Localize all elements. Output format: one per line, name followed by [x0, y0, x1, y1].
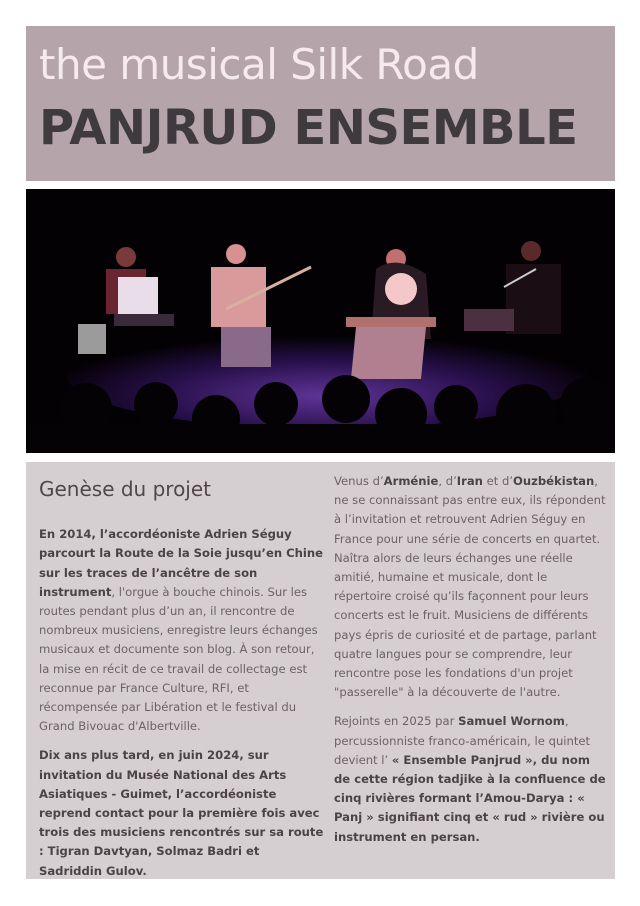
paragraph-2024: Dix ans plus tard, en juin 2024, sur invitation du Musée National des Arts Asiatiques - Guimet, l’accordéoniste reprend contact pour la première fois avec trois des musiciens rencontrés sur sa route : Tigran Davtyan, Solmaz Badri et Sadriddin Gulov. — [39, 748, 324, 878]
header-banner — [26, 26, 615, 181]
musician-name: Samuel Wornom — [458, 714, 565, 729]
page-title: PANJRUD ENSEMBLE — [39, 100, 578, 156]
country-uzbekistan: Ouzbékistan — [513, 474, 595, 488]
left-column — [39, 462, 324, 891]
country-iran: Iran — [456, 474, 483, 488]
subtitle: the musical Silk Road — [39, 40, 479, 89]
paragraph-2025 — [334, 712, 606, 846]
text-fragment: , ne se connaissant pas entre eux, ils répondent à l’invitation et retrouvent Adrien Séguy en France pour une série de concerts en quartet. Naîtra alors de leurs échanges une réelle amitié, humaine et musicale, dont le répertoire croisé qu’ils façonnent pour leurs concerts est le fruit. Musiciens de différents pays épris de curiosité et de partage, parlant quatre langues pour se comprendre, leur rencontre pose les fondations d'un projet "passerelle" à la découverte de l'autre. — [334, 474, 606, 700]
text-fragment: , percussionniste franco-américain, le quintet devient l’ — [334, 714, 591, 767]
paragraph-2014 — [39, 525, 324, 736]
paragraph-2014-bold: En 2014, l’accordéoniste Adrien Séguy parcourt la Route de la Soie jusqu’en Chine sur les traces de l’ancêtre de son instrument — [39, 527, 323, 599]
concert-photo — [26, 189, 615, 453]
paragraph-origins — [334, 472, 606, 702]
country-armenia: Arménie — [383, 474, 439, 488]
concert-photo-illustration — [26, 189, 615, 453]
text-fragment: Rejoints en 2025 par — [334, 714, 459, 729]
text-fragment: Venus d’ — [334, 474, 384, 488]
ensemble-name-explanation: « Ensemble Panjrud », du nom de cette région tadjike à la confluence de cinq rivières formant l’Amou-Darya : « Panj » signifiant cinq et « rud » rivière ou instrument en persan. — [334, 752, 606, 844]
section-title: Genèse du projet — [39, 477, 212, 501]
content-box — [26, 462, 615, 879]
text-fragment: et d’ — [482, 474, 514, 488]
text-fragment: , d’ — [438, 474, 457, 488]
right-column — [334, 472, 606, 857]
paragraph-2014-rest: , l'orgue à bouche chinois. Sur les routes pendant plus d’un an, il rencontre de nombreux musiciens, enregistre leurs échanges musicaux et documente son blog. À son retour, la mise en récit de ce travail de collectage est reconnue par France Culture, RFI, et récompensée par Libération et le festival du Grand Bivouac d'Albertville. — [39, 584, 318, 734]
